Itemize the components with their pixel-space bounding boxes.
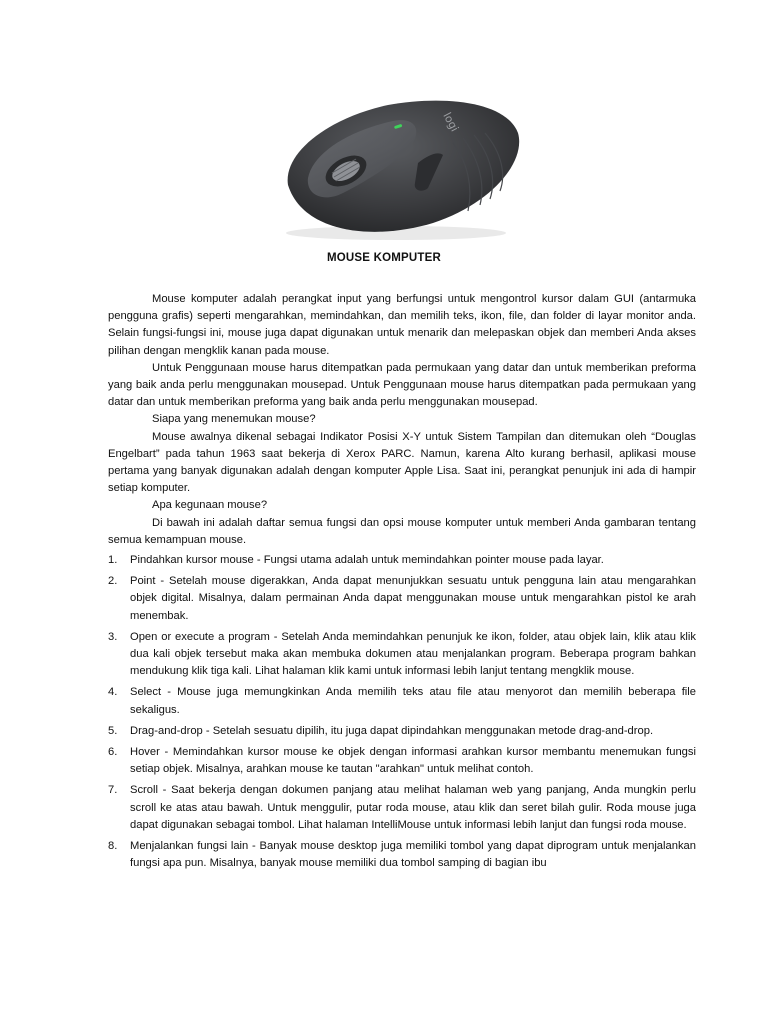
list-number: 5. — [108, 724, 118, 737]
list-item — [108, 782, 696, 834]
list-item — [108, 552, 696, 569]
question-heading: Siapa yang menemukan mouse? — [152, 413, 316, 426]
paragraph: Di bawah ini adalah daftar semua fungsi dan opsi mouse komputer untuk memberi Anda gambaran tentang semua kemampuan mouse. — [108, 516, 696, 546]
list-number: 8. — [108, 840, 118, 853]
list-text: Hover - Memindahkan kursor mouse ke objek dengan informasi arahkan kursor membantu menemukan fungsi setiap objek. Misalnya, arahkan mouse ke tautan "arahkan" untuk melihat contoh. — [130, 746, 696, 776]
list-text: Scroll - Saat bekerja dengan dokumen panjang atau melihat halaman web yang panjang, Anda mungkin perlu scroll ke atas atau bawah. Untuk menggulir, putar roda mouse, atau klik dan seret bilah gulir. Roda mouse juga dapat digunakan sebagai tombol. Lihat halaman IntelliMouse untuk informasi lebih lanjut dan fungsi roda mouse. — [130, 784, 696, 831]
logo-text: logi — [440, 110, 462, 134]
list-text: Open or execute a program - Setelah Anda memindahkan penunjuk ke ikon, folder, atau objek lain, klik atau klik dua kali objek tersebut maka akan membuka dokumen atau menjalankan program. Beberapa program bahkan mendukung klik tiga kali. Lihat halaman klik kami untuk informasi lebih lanjut tentang mengklik mouse. — [130, 630, 696, 678]
list-item — [108, 684, 696, 718]
paragraph: Untuk Penggunaan mouse harus ditempatkan pada permukaan yang datar dan untuk memberikan preforma yang baik anda perlu menggunakan mousepad. Untuk Penggunaan mouse harus ditempatkan pada permukaan yang datar dan untuk memberikan preforma yang baik anda perlu menggunakan mousepad. — [108, 361, 696, 409]
list-item — [108, 723, 696, 740]
list-number: 4. — [108, 686, 118, 699]
paragraph: Mouse komputer adalah perangkat input yang berfungsi untuk mengontrol kursor dalam GUI (antarmuka pengguna grafis) seperti mengarahkan, memindahkan, dan memilih teks, ikon, file, dan folder di layar monitor anda. Selain fungsi-fungsi ini, mouse juga dapat digunakan untuk menarik dan melepaskan objek dan memberi Anda akses pilihan dengan mengklik kanan pada mouse. — [108, 293, 696, 357]
list-text: Drag-and-drop - Setelah sesuatu dipilih, itu juga dapat dipindahkan menggunakan metode drag-and-drop. — [130, 724, 654, 737]
list-text: Point - Setelah mouse digerakkan, Anda dapat menunjukkan sesuatu untuk pengguna lain atau mengarahkan objek digital. Misalnya, dalam permainan Anda dapat menggunakan mouse untuk mengarahkan pistol ke arah menembak. — [130, 575, 696, 622]
function-list — [108, 552, 696, 872]
document-body — [108, 291, 696, 877]
question-heading: Apa kegunaan mouse? — [152, 499, 268, 512]
list-text: Pindahkan kursor mouse - Fungsi utama adalah untuk memindahkan pointer mouse pada layar. — [130, 554, 604, 567]
list-number: 6. — [108, 746, 118, 759]
mouse-image — [268, 93, 523, 243]
list-number: 2. — [108, 575, 118, 588]
list-number: 1. — [108, 554, 118, 567]
list-text: Menjalankan fungsi lain - Banyak mouse desktop juga memiliki tombol yang dapat diprogram untuk menjalankan fungsi apa pun. Misalnya, banyak mouse memiliki dua tombol samping di bagian ibu — [130, 840, 696, 870]
page-title: MOUSE KOMPUTER — [327, 252, 441, 264]
list-item — [108, 629, 696, 681]
paragraph: Mouse awalnya dikenal sebagai Indikator Posisi X-Y untuk Sistem Tampilan dan ditemukan oleh “Douglas Engelbart” pada tahun 1963 saat bekerja di Xerox PARC. Namun, karena Alto kurang berhasil, aplikasi mouse pertama yang banyak digunakan adalah dengan komputer Apple Lisa. Saat ini, perangkat penunjuk ini ada di hampir setiap komputer. — [108, 430, 696, 495]
list-text: Select - Mouse juga memungkinkan Anda memilih teks atau file atau menyorot dan memilih beberapa file sekaligus. — [130, 686, 696, 716]
list-item — [108, 744, 696, 778]
list-number: 7. — [108, 784, 118, 797]
list-item — [108, 573, 696, 625]
list-number: 3. — [108, 630, 118, 643]
list-item — [108, 838, 696, 872]
